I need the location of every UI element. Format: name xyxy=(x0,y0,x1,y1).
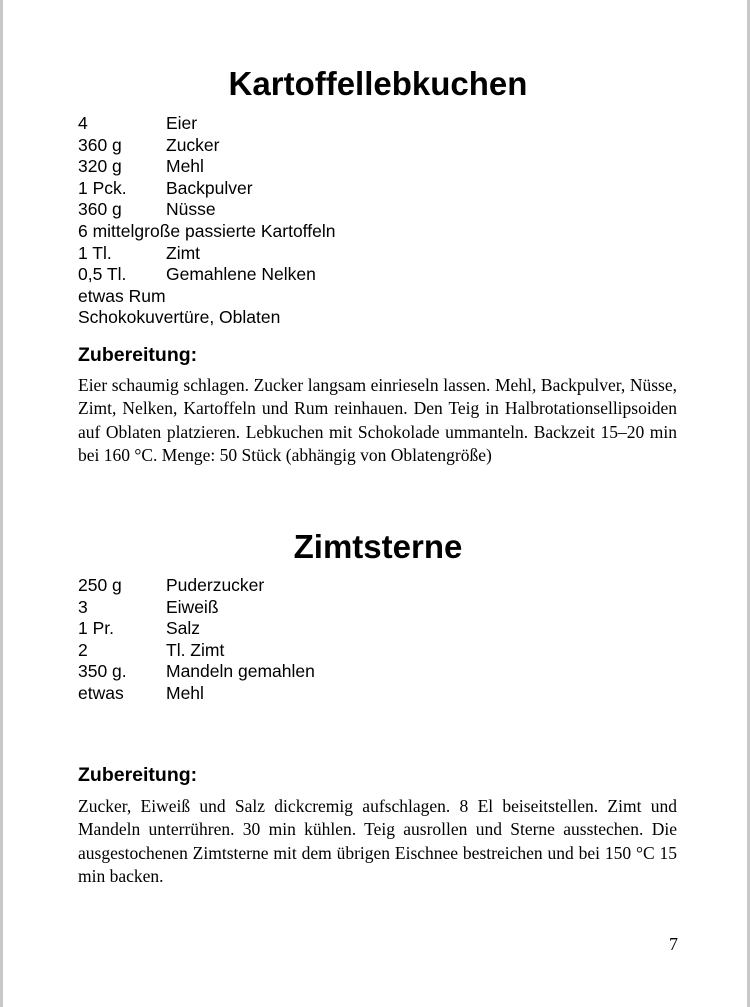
ingredient-item xyxy=(78,683,315,705)
ingredient-name: Mandeln gemahlen xyxy=(166,661,315,682)
ingredient-quantity: 320 g xyxy=(78,156,122,177)
ingredient-item xyxy=(78,221,335,243)
recipe-title-kartoffellebkuchen: Kartoffellebkuchen xyxy=(228,65,528,102)
ingredient-quantity: 1 Pck. xyxy=(78,177,127,198)
ingredient-quantity: 1 Pr. xyxy=(78,618,114,639)
ingredient-text: etwas Rum xyxy=(78,285,166,306)
ingredient-item xyxy=(78,618,315,640)
prep-text-kartoffellebkuchen: Eier schaumig schlagen. Zucker langsam einrieseln lassen. Mehl, Backpulver, Nüsse, Zimt, Nelken, Kartoffeln und Rum reinhauen. Den Teig in Halbrotationsellipsoiden auf Oblaten platzieren. Lebkuchen mit Schokolade ummanteln. Backzeit 15–20 min bei 160 °C. Menge: 50 Stück (abhängig von Oblatengröße) xyxy=(78,375,677,466)
ingredient-item xyxy=(78,178,335,200)
ingredient-item xyxy=(78,264,335,286)
ingredient-name: Tl. Zimt xyxy=(166,639,225,660)
ingredient-name: Puderzucker xyxy=(166,575,265,595)
ingredient-quantity: etwas xyxy=(78,682,124,703)
ingredient-item xyxy=(78,156,335,178)
ingredient-quantity: 3 xyxy=(78,596,88,617)
ingredient-item xyxy=(78,640,315,662)
ingredient-item xyxy=(78,199,335,221)
ingredient-quantity: 360 g xyxy=(78,134,122,155)
ingredient-list-kartoffellebkuchen xyxy=(78,113,335,329)
ingredient-item xyxy=(78,661,315,683)
ingredient-quantity: 4 xyxy=(78,113,88,133)
ingredient-quantity: 360 g xyxy=(78,199,122,220)
ingredient-name: Zucker xyxy=(166,134,220,155)
prep-heading-kartoffellebkuchen: Zubereitung: xyxy=(78,344,198,366)
ingredient-item xyxy=(78,575,315,597)
ingredient-text: 6 mittelgroße passierte Kartoffeln xyxy=(78,220,336,241)
ingredient-item xyxy=(78,113,335,135)
ingredient-item xyxy=(78,286,335,308)
prep-text-zimtsterne: Zucker, Eiweiß und Salz dickcremig aufschlagen. 8 El beiseitstellen. Zimt und Mandeln unterrühren. 30 min kühlen. Teig ausrollen und Sterne ausstechen. Die ausgestochenen Zimtsterne mit dem übrigen Eischnee bestreichen und bei 150 °C 15 min backen. xyxy=(78,796,677,887)
recipe-title-zimtsterne: Zimtsterne xyxy=(293,528,463,565)
ingredient-item xyxy=(78,307,335,329)
ingredient-name: Backpulver xyxy=(166,177,253,198)
ingredient-name: Zimt xyxy=(166,242,201,263)
ingredient-name: Gemahlene Nelken xyxy=(166,264,316,285)
ingredient-name: Eiweiß xyxy=(166,596,219,617)
ingredient-item xyxy=(78,243,335,265)
ingredient-name: Mehl xyxy=(166,156,204,177)
ingredient-text: Schokokuvertüre, Oblaten xyxy=(78,307,281,328)
ingredient-quantity: 1 Tl. xyxy=(78,242,112,263)
ingredient-name: Mehl xyxy=(166,682,204,703)
ingredient-name: Nüsse xyxy=(166,199,216,220)
ingredient-name: Salz xyxy=(166,618,201,639)
ingredient-item xyxy=(78,597,315,619)
page-number: 7 xyxy=(669,934,678,954)
ingredient-list-zimtsterne xyxy=(78,575,315,705)
ingredient-quantity: 2 xyxy=(78,639,88,660)
ingredient-quantity: 0,5 Tl. xyxy=(78,264,127,285)
ingredient-item xyxy=(78,135,335,157)
ingredient-quantity: 250 g xyxy=(78,575,122,595)
ingredient-quantity: 350 g. xyxy=(78,661,127,682)
ingredient-name: Eier xyxy=(166,113,198,133)
prep-heading-zimtsterne: Zubereitung: xyxy=(78,764,198,786)
